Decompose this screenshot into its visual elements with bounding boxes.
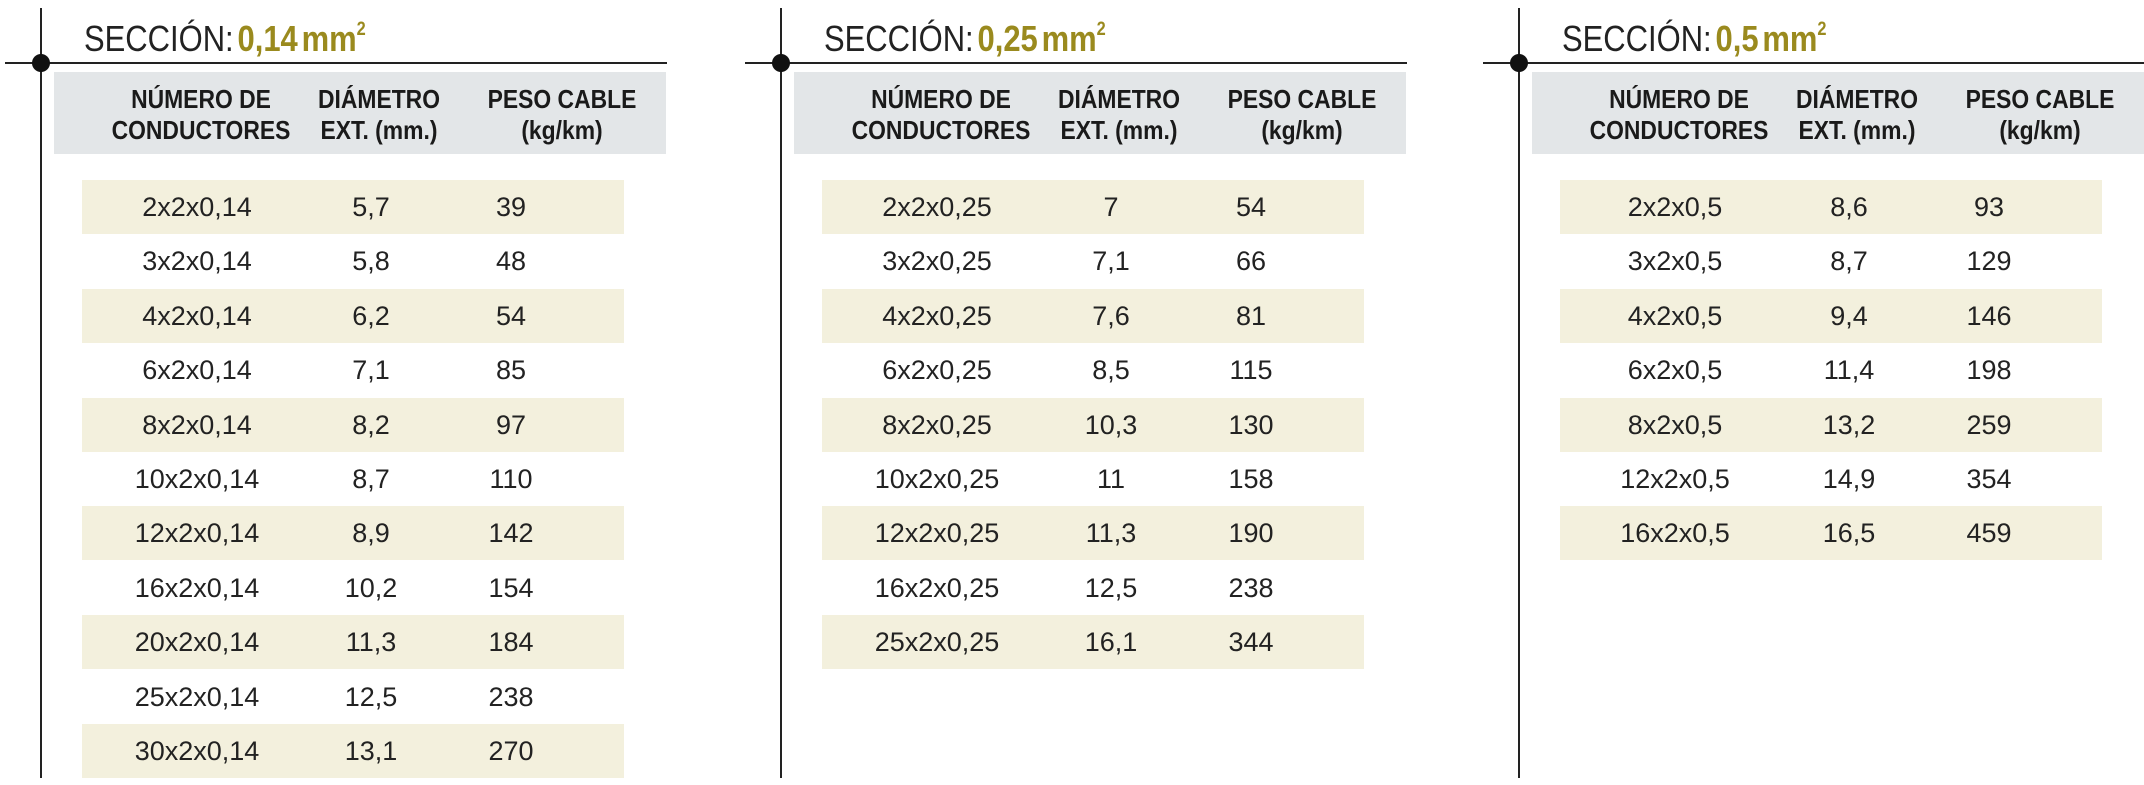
- cell-diametro: 16,5: [1822, 518, 1876, 549]
- cell-peso: 270: [488, 736, 534, 766]
- section-table: [0, 0, 690, 785]
- cell-diametro: 6,2: [352, 300, 390, 331]
- cell-peso: 259: [1966, 409, 2012, 440]
- table-row: [1560, 398, 2102, 452]
- cell-conductores: 16x2x0,25: [874, 572, 1000, 603]
- section-value: 0,14: [237, 18, 298, 59]
- section-title: [1562, 2, 1827, 58]
- cell-peso: 97: [495, 409, 527, 440]
- cell-conductores: 4x2x0,25: [882, 300, 992, 331]
- cell-diametro: 7,6: [1092, 300, 1130, 331]
- cell-peso: 54: [495, 300, 527, 331]
- header-diametro: DIÁMETRO EXT. (mm.): [1795, 84, 1919, 145]
- table-row: [82, 234, 624, 288]
- cell-conductores: 3x2x0,14: [142, 246, 252, 277]
- cell-conductores: 6x2x0,5: [1627, 355, 1723, 386]
- cell-diametro: 10,2: [344, 572, 398, 603]
- table-row: [822, 343, 1364, 397]
- table-row: [82, 561, 624, 615]
- cell-diametro: 8,5: [1092, 355, 1130, 386]
- cell-peso: 130: [1228, 409, 1274, 440]
- table-row: [822, 452, 1364, 506]
- cell-diametro: 13,1: [344, 736, 398, 766]
- header-conductores: NÚMERO DE CONDUCTORES: [111, 84, 291, 145]
- cell-diametro: 10,3: [1084, 409, 1138, 440]
- cell-diametro: 8,2: [352, 409, 390, 440]
- cell-diametro: 7: [1103, 192, 1119, 222]
- table-row: [822, 615, 1364, 669]
- cell-peso: 81: [1235, 300, 1267, 331]
- cell-diametro: 8,6: [1830, 192, 1868, 222]
- cell-diametro: 9,4: [1830, 300, 1868, 331]
- section-title: [824, 2, 1106, 58]
- section-unit: mm: [1762, 18, 1818, 59]
- cell-conductores: 4x2x0,14: [142, 300, 252, 331]
- bullet-dot: [32, 54, 50, 72]
- table-row: [82, 615, 624, 669]
- cell-conductores: 2x2x0,14: [142, 192, 252, 222]
- cell-peso: 85: [495, 355, 527, 386]
- table-row: [82, 343, 624, 397]
- cell-peso: 39: [495, 192, 527, 222]
- section-unit: mm: [1041, 18, 1097, 59]
- cell-conductores: 3x2x0,25: [882, 246, 992, 277]
- cell-diametro: 12,5: [344, 681, 398, 712]
- cell-peso: 238: [1228, 572, 1274, 603]
- section-unit-superscript: 2: [1817, 19, 1827, 40]
- cell-diametro: 14,9: [1822, 464, 1876, 494]
- header-diametro: DIÁMETRO EXT. (mm.): [317, 84, 441, 145]
- table-row: [1560, 506, 2102, 560]
- cell-diametro: 16,1: [1084, 627, 1138, 658]
- section-value: 0,5: [1715, 18, 1759, 59]
- cell-diametro: 13,2: [1822, 409, 1876, 440]
- table-header: [54, 72, 666, 154]
- cell-conductores: 12x2x0,14: [134, 518, 260, 549]
- table-row: [822, 398, 1364, 452]
- table-row: [822, 234, 1364, 288]
- cell-peso: 154: [488, 572, 534, 603]
- vertical-rule: [40, 8, 42, 778]
- table-row: [1560, 234, 2102, 288]
- cell-conductores: 10x2x0,14: [134, 464, 260, 494]
- cell-peso: 184: [488, 627, 534, 658]
- section-label: SECCIÓN:: [824, 18, 974, 59]
- cell-peso: 158: [1228, 464, 1274, 494]
- header-conductores: NÚMERO DE CONDUCTORES: [851, 84, 1031, 145]
- cell-conductores: 2x2x0,25: [882, 192, 992, 222]
- header-peso: PESO CABLE (kg/km): [487, 84, 637, 145]
- table-row: [1560, 289, 2102, 343]
- table-row: [82, 670, 624, 724]
- cell-diametro: 11,3: [345, 627, 397, 658]
- cell-peso: 146: [1966, 300, 2012, 331]
- horizontal-rule: [1483, 62, 2144, 64]
- cell-conductores: 4x2x0,5: [1627, 300, 1723, 331]
- header-diametro: DIÁMETRO EXT. (mm.): [1057, 84, 1181, 145]
- cell-conductores: 2x2x0,5: [1627, 192, 1723, 222]
- cell-diametro: 12,5: [1084, 572, 1138, 603]
- cell-diametro: 11,4: [1823, 355, 1875, 386]
- cell-peso: 129: [1966, 246, 2012, 277]
- cell-diametro: 11: [1096, 464, 1126, 494]
- cell-conductores: 16x2x0,14: [134, 572, 260, 603]
- table-header: [794, 72, 1406, 154]
- section-value: 0,25: [977, 18, 1038, 59]
- cell-peso: 115: [1229, 355, 1273, 386]
- table-row: [1560, 180, 2102, 234]
- cell-conductores: 16x2x0,5: [1620, 518, 1730, 549]
- section-table: [740, 0, 1430, 785]
- cell-peso: 344: [1228, 627, 1274, 658]
- table-row: [822, 561, 1364, 615]
- horizontal-rule: [5, 62, 667, 64]
- cell-peso: 238: [488, 681, 534, 712]
- cell-conductores: 12x2x0,5: [1620, 464, 1730, 494]
- cell-conductores: 25x2x0,14: [134, 681, 260, 712]
- cell-peso: 93: [1973, 192, 2005, 222]
- table-row: [1560, 452, 2102, 506]
- cell-diametro: 7,1: [1092, 246, 1130, 277]
- section-label: SECCIÓN:: [84, 18, 234, 59]
- cell-conductores: 8x2x0,5: [1627, 409, 1723, 440]
- bullet-dot: [1510, 54, 1528, 72]
- table-row: [82, 506, 624, 560]
- cell-diametro: 11,3: [1085, 518, 1137, 549]
- table-row: [82, 289, 624, 343]
- cell-diametro: 8,9: [352, 518, 390, 549]
- cell-peso: 66: [1235, 246, 1267, 277]
- header-peso: PESO CABLE (kg/km): [1227, 84, 1377, 145]
- cell-peso: 354: [1966, 464, 2012, 494]
- header-conductores: NÚMERO DE CONDUCTORES: [1589, 84, 1769, 145]
- horizontal-rule: [745, 62, 1407, 64]
- cell-diametro: 8,7: [1830, 246, 1868, 277]
- cell-peso: 54: [1235, 192, 1267, 222]
- section-table: [1478, 0, 2144, 785]
- table-row: [822, 506, 1364, 560]
- cell-peso: 48: [495, 246, 527, 277]
- cell-diametro: 5,7: [352, 192, 390, 222]
- bullet-dot: [772, 54, 790, 72]
- cell-conductores: 6x2x0,14: [142, 355, 252, 386]
- table-row: [822, 289, 1364, 343]
- cell-conductores: 8x2x0,14: [142, 409, 252, 440]
- table-row: [82, 180, 624, 234]
- cell-peso: 110: [489, 464, 533, 494]
- cell-conductores: 10x2x0,25: [874, 464, 1000, 494]
- cell-diametro: 7,1: [352, 355, 390, 386]
- cell-conductores: 20x2x0,14: [134, 627, 260, 658]
- table-row: [82, 452, 624, 506]
- section-label: SECCIÓN:: [1562, 18, 1712, 59]
- table-row: [82, 398, 624, 452]
- cell-conductores: 3x2x0,5: [1627, 246, 1723, 277]
- cell-conductores: 12x2x0,25: [874, 518, 1000, 549]
- cell-peso: 459: [1966, 518, 2012, 549]
- cell-peso: 190: [1228, 518, 1274, 549]
- table-row: [822, 180, 1364, 234]
- table-row: [1560, 343, 2102, 397]
- cell-peso: 142: [488, 518, 534, 549]
- vertical-rule: [1518, 8, 1520, 778]
- cell-conductores: 30x2x0,14: [134, 736, 260, 766]
- table-header: [1532, 72, 2144, 154]
- cell-peso: 198: [1966, 355, 2012, 386]
- cell-conductores: 8x2x0,25: [882, 409, 992, 440]
- section-unit-superscript: 2: [356, 19, 366, 40]
- vertical-rule: [780, 8, 782, 778]
- header-peso: PESO CABLE (kg/km): [1965, 84, 2115, 145]
- table-row: [82, 724, 624, 778]
- section-unit: mm: [301, 18, 357, 59]
- section-title: [84, 2, 366, 58]
- cell-conductores: 6x2x0,25: [882, 355, 992, 386]
- section-unit-superscript: 2: [1096, 19, 1106, 40]
- cell-conductores: 25x2x0,25: [874, 627, 1000, 658]
- cell-diametro: 8,7: [352, 464, 390, 494]
- cell-diametro: 5,8: [352, 246, 390, 277]
